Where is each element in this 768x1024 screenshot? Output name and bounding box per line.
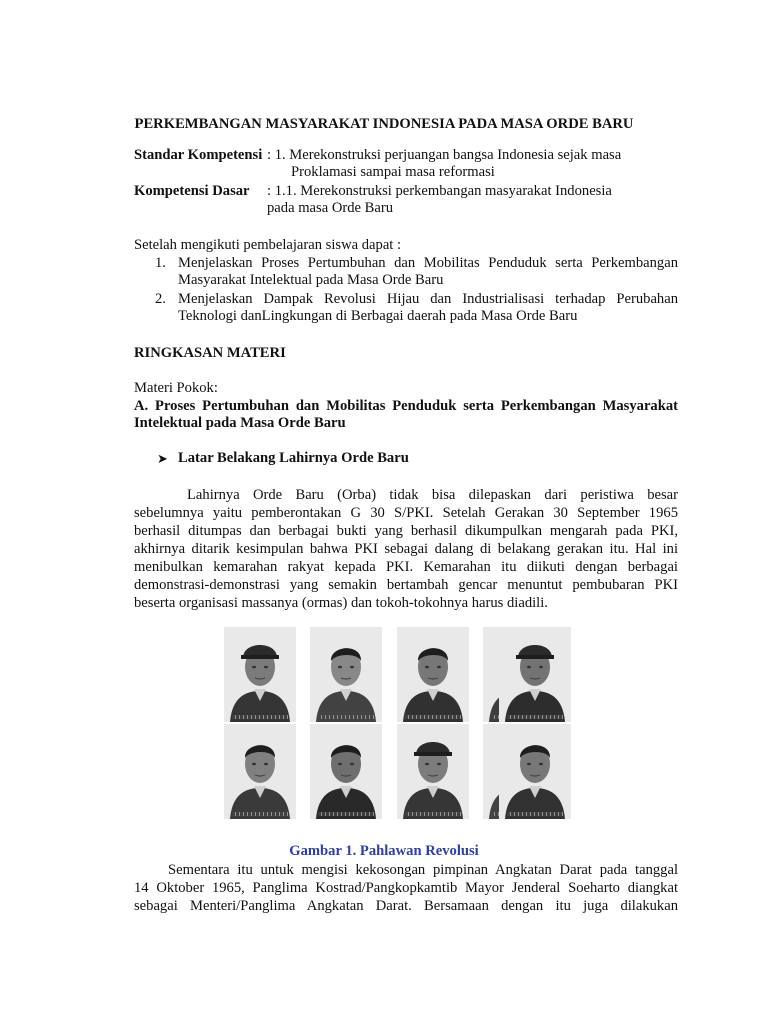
portrait-photo [499, 724, 571, 819]
standar-kompetensi-label: Standar Kompetensi [134, 147, 263, 163]
kompetensi-dasar-line2: pada masa Orde Baru [267, 200, 394, 216]
portrait-photo [224, 724, 296, 819]
objective-2-line2: Teknologi danLingkungan di Berbagai daerah pada Masa Orde Baru [178, 308, 578, 324]
paragraph-1-line: berhasil ditumpas dan berbagai bukti yang berhasil dikumpulkan mengarah pada PKI, [134, 523, 678, 539]
objective-number-1: 1. [155, 255, 166, 271]
paragraph-2-line: 14 Oktober 1965, Panglima Kostrad/Pangkopkamtib Mayor Jenderal Soeharto diangkat [134, 880, 678, 896]
portrait-photo [499, 627, 571, 722]
portrait-photo [310, 724, 382, 819]
paragraph-1-line: akhirnya ditarik kesimpulan bahwa PKI sebagai dalang di belakang gerakan itu. Hal ini [134, 541, 678, 557]
arrow-bullet-icon: ➤ [157, 451, 168, 466]
figure-caption: Gambar 1. Pahlawan Revolusi [289, 843, 479, 859]
standar-kompetensi-line1: : 1. Merekonstruksi perjuangan bangsa Indonesia sejak masa [267, 147, 622, 163]
ringkasan-heading: RINGKASAN MATERI [134, 345, 286, 361]
paragraph-2-line: sebagai Menteri/Panglima Angkatan Darat. Bersamaan dengan itu juga dilakukan [134, 898, 678, 914]
paragraph-1-line: demonstrasi-demonstrasi yang semakin bertambah gencar menuntut pembubaran PKI [134, 577, 678, 593]
paragraph-1-line: sebelumnya yaitu pemberontakan G 30 S/PKI. Setelah Gerakan 30 September 1965 [134, 505, 678, 521]
section-a-heading-line2: Intelektual pada Masa Orde Baru [134, 415, 346, 431]
subheading-latar-belakang: Latar Belakang Lahirnya Orde Baru [178, 450, 409, 466]
section-a-heading-line1: A. Proses Pertumbuhan dan Mobilitas Penduduk serta Perkembangan Masyarakat [134, 398, 678, 414]
portrait-photo [224, 627, 296, 722]
portrait-photo [397, 627, 469, 722]
paragraph-1-line: Lahirnya Orde Baru (Orba) tidak bisa dilepaskan dari peristiwa besar [187, 487, 678, 503]
portrait-photo [397, 724, 469, 819]
paragraph-2-line: Sementara itu untuk mengisi kekosongan pimpinan Angkatan Darat pada tanggal [168, 862, 678, 878]
document-title: PERKEMBANGAN MASYARAKAT INDONESIA PADA MASA ORDE BARU [134, 116, 634, 132]
kompetensi-dasar-line1: : 1.1. Merekonstruksi perkembangan masyarakat Indonesia [267, 183, 612, 199]
objective-2-line1: Menjelaskan Dampak Revolusi Hijau dan Industrialisasi terhadap Perubahan [178, 291, 678, 307]
objectives-intro: Setelah mengikuti pembelajaran siswa dapat : [134, 237, 402, 253]
portrait-photo [310, 627, 382, 722]
paragraph-1-line: menibulkan kemarahan rakyat kepada PKI. Kemarahan itu diikuti dengan berbagai [134, 559, 678, 575]
materi-pokok-label: Materi Pokok: [134, 380, 218, 396]
objective-1-line2: Masyarakat Intelektual pada Masa Orde Baru [178, 272, 444, 288]
paragraph-1-line: beserta organisasi massanya (ormas) dan tokoh-tokohnya harus diadili. [134, 595, 548, 611]
kompetensi-dasar-label: Kompetensi Dasar [134, 183, 250, 199]
pahlawan-revolusi-photo-grid [224, 622, 572, 822]
objective-number-2: 2. [155, 291, 166, 307]
standar-kompetensi-line2: Proklamasi sampai masa reformasi [291, 164, 495, 180]
objective-1-line1: Menjelaskan Proses Pertumbuhan dan Mobilitas Penduduk serta Perkembangan [178, 255, 678, 271]
